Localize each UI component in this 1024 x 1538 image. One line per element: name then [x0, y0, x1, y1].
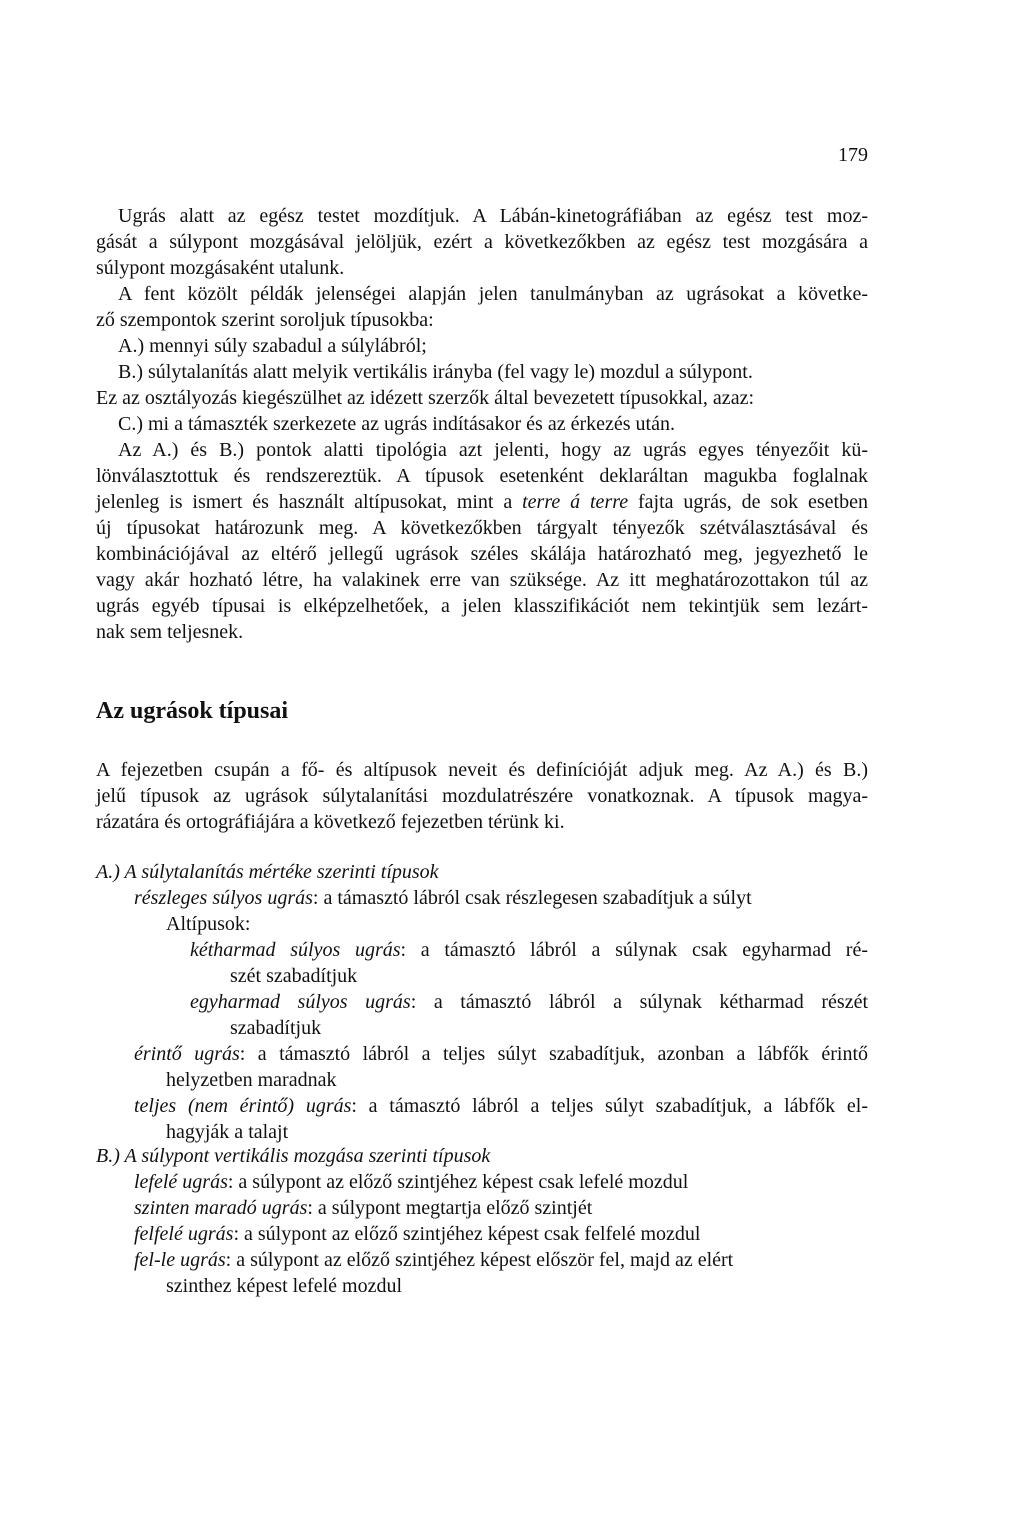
list-item — [190, 990, 868, 1015]
definition: : a súlypont az előző szintjéhez képest először fel, majd az elért — [225, 1249, 734, 1271]
body-line: A fent közölt példák jelenségei alapján jelen tanulmányban az ugrásokat a követke- — [118, 283, 868, 305]
text-run: jelenleg is ismert és használt altípusokat, mint a — [96, 491, 523, 513]
definition: : a súlypont az előző szintjéhez képest csak felfelé mozdul — [233, 1223, 701, 1245]
definition: : a támasztó lábról a súlynak csak egyharmad ré- — [400, 939, 868, 961]
criterion-extension: Ez az osztályozás kiegészülhet az idézett szerzők által bevezetett típusokkal, azaz: — [96, 387, 754, 409]
list-title-text: A.) A súlytalanítás mértéke szerinti típusok — [96, 861, 439, 883]
criterion-b: B.) súlytalanítás alatt melyik vertikális irányba (fel vagy le) mozdul a súlypont. — [118, 361, 753, 383]
subtypes-label: Altípusok: — [166, 913, 251, 935]
list-item — [134, 1222, 868, 1247]
term: teljes (nem érintő) ugrás — [134, 1095, 352, 1117]
body-line — [96, 490, 868, 515]
term: fel-le ugrás — [134, 1249, 226, 1271]
definition: : a támasztó lábról a teljes súlyt szabadítjuk, a lábfők el- — [351, 1095, 869, 1117]
body-line: súlypont mozgásaként utalunk. — [96, 257, 345, 279]
list-item — [134, 1094, 868, 1119]
term: egyharmad súlyos ugrás — [190, 991, 411, 1013]
list-a-title — [96, 860, 868, 885]
list-item-continuation: hagyják a talajt — [166, 1121, 289, 1143]
italic-term: terre á terre — [522, 491, 629, 513]
list-item-continuation: szinthez képest lefelé mozdul — [166, 1275, 403, 1297]
body-line: gását a súlypont mozgásával jelöljük, ezért a következőkben az egész test mozgására a — [96, 231, 868, 253]
page-number: 179 — [838, 144, 868, 166]
definition: : a súlypont megtartja előző szintjét — [307, 1197, 593, 1219]
term: érintő ugrás — [134, 1043, 240, 1065]
definition: : a súlypont az előző szintjéhez képest csak lefelé mozdul — [227, 1171, 689, 1193]
list-title-text: B.) A súlypont vertikális mozgása szerinti típusok — [96, 1145, 491, 1167]
term: részleges súlyos ugrás — [134, 887, 313, 909]
body-line: kombinációjával az eltérő jellegű ugrások széles skálája határozható meg, jegyezhető le — [96, 543, 868, 565]
section-title: Az ugrások típusai — [96, 698, 289, 724]
body-line: lönválasztottuk és rendszereztük. A típusok esetenként deklaráltan magukba foglalnak — [96, 465, 868, 487]
term: kétharmad súlyos ugrás — [190, 939, 401, 961]
body-line: Ugrás alatt az egész testet mozdítjuk. A Lábán-kinetográfiában az egész test moz- — [118, 205, 868, 227]
intro-line: jelű típusok az ugrások súlytalanítási mozdulatrészére vonatkoznak. A típusok magya- — [96, 785, 868, 807]
list-item — [134, 1196, 868, 1221]
criterion-a: A.) mennyi súly szabadul a súlylábról; — [118, 335, 427, 357]
body-line: új típusokat határozunk meg. A következőkben tárgyalt tényezők szétválasztásával és — [96, 517, 868, 539]
list-item — [134, 1248, 868, 1273]
body-line: vagy akár hozható létre, ha valakinek erre van szüksége. Az itt meghatározottakon túl az — [96, 569, 868, 591]
body-line: Az A.) és B.) pontok alatti tipológia azt jelenti, hogy az ugrás egyes tényezőit kü- — [118, 439, 868, 461]
list-item-continuation: szabadítjuk — [230, 1017, 322, 1039]
body-line: ugrás egyéb típusai is elképzelhetőek, a jelen klasszifikációt nem tekintjük sem lezárt- — [96, 595, 868, 617]
criterion-c: C.) mi a támaszték szerkezete az ugrás indításakor és az érkezés után. — [118, 413, 675, 435]
list-item — [134, 1042, 868, 1067]
list-item — [134, 1170, 868, 1195]
term: lefelé ugrás — [134, 1171, 228, 1193]
list-item-continuation: helyzetben maradnak — [166, 1069, 337, 1091]
list-item-continuation: szét szabadítjuk — [230, 965, 358, 987]
definition: : a támasztó lábról a teljes súlyt szabadítjuk, azonban a lábfők érintő — [239, 1043, 869, 1065]
list-item — [134, 886, 868, 911]
list-b-title — [96, 1144, 868, 1169]
term: felfelé ugrás — [134, 1223, 234, 1245]
list-item — [190, 938, 868, 963]
intro-line: rázatára és ortográfiájára a következő fejezetben térünk ki. — [96, 811, 565, 833]
text-run: fajta ugrás, de sok esetben — [628, 491, 868, 513]
definition: : a támasztó lábról a súlynak kétharmad részét — [410, 991, 869, 1013]
body-line: ző szempontok szerint soroljuk típusokba: — [96, 309, 434, 331]
body-line: nak sem teljesnek. — [96, 621, 244, 643]
term: szinten maradó ugrás — [134, 1197, 308, 1219]
definition: : a támasztó lábról csak részlegesen szabadítjuk a súlyt — [312, 887, 752, 909]
intro-line: A fejezetben csupán a fő- és altípusok neveit és definícióját adjuk meg. Az A.) és B.) — [96, 759, 868, 781]
